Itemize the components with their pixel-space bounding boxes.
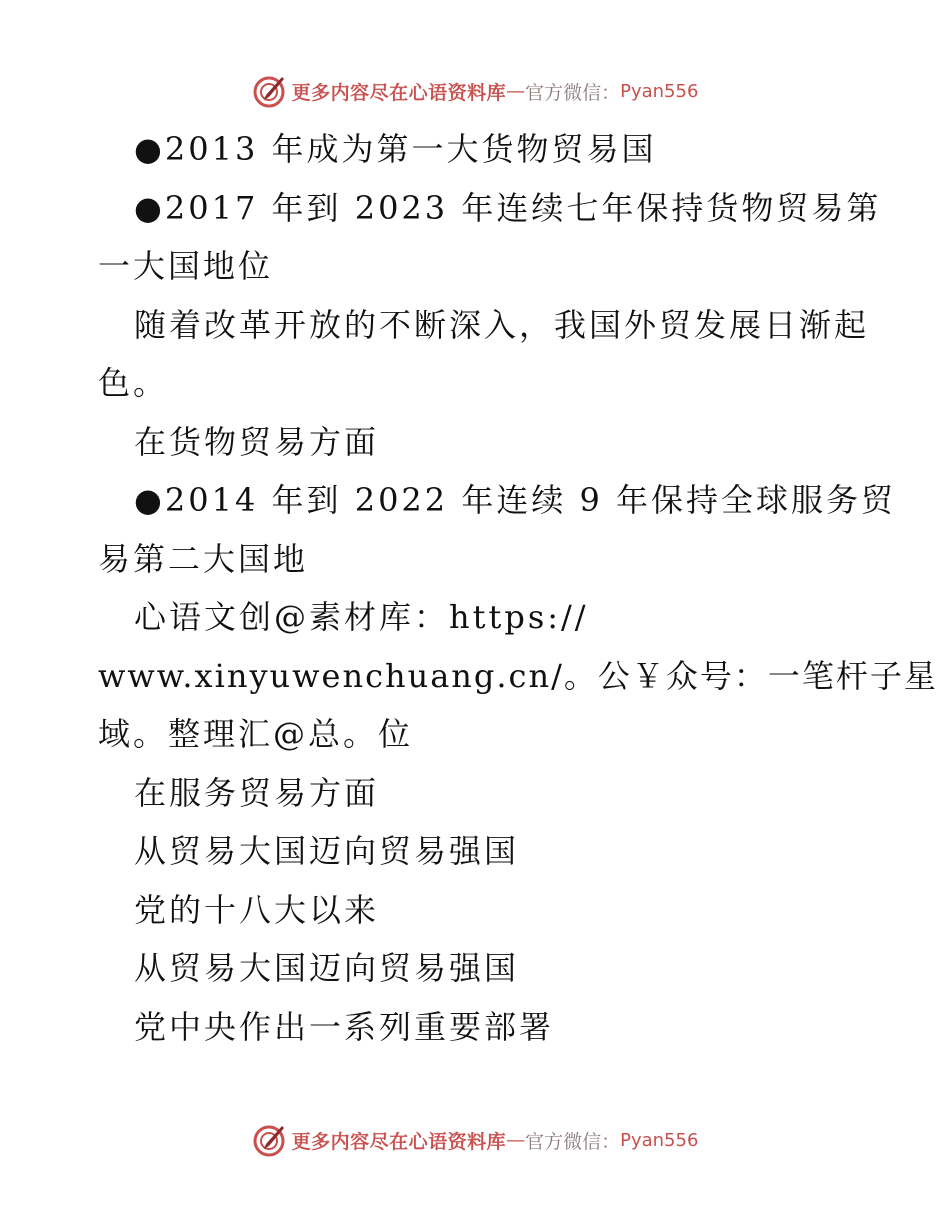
quill-logo-icon xyxy=(252,73,288,109)
text-line: ●2013 年成为第一大货物贸易国 xyxy=(134,130,657,168)
banner-main-text: 更多内容尽在心语资料库 xyxy=(291,1130,507,1153)
quill-logo-icon xyxy=(252,1122,288,1158)
document-body xyxy=(98,120,938,1056)
banner-dash: — xyxy=(506,80,526,102)
banner-dash: — xyxy=(506,1129,526,1151)
text-line: 易第二大国地 xyxy=(98,539,309,578)
text-line: 从贸易大国迈向贸易强国 xyxy=(134,832,520,870)
text-line: ●2017 年到 2023 年连续七年保持货物贸易第 xyxy=(134,188,882,227)
banner-label: 官方微信： xyxy=(525,81,621,104)
banner-main-text: 更多内容尽在心语资料库 xyxy=(291,81,507,104)
text-line: 党中央作出一系列重要部署 xyxy=(134,1007,555,1046)
banner-wechat-id: Pyan556 xyxy=(620,1129,699,1151)
text-line: 在货物贸易方面 xyxy=(134,422,380,461)
footer-watermark-banner xyxy=(0,1120,950,1160)
text-line: 色。 xyxy=(98,364,169,402)
header-watermark-banner xyxy=(0,71,950,111)
text-line-url: www.xinyuwenchuang.cn/。公￥众号：一笔杆子星 xyxy=(98,656,938,695)
text-line: 党的十八大以来 xyxy=(134,890,380,929)
text-line: 在服务贸易方面 xyxy=(134,773,380,812)
banner-wechat-id: Pyan556 xyxy=(620,80,699,102)
text-line: ●2014 年到 2022 年连续 9 年保持全球服务贸 xyxy=(134,481,897,519)
text-line: 心语文创@素材库：https:// xyxy=(134,598,589,636)
text-line: 一大国地位 xyxy=(98,247,274,285)
text-line: 域。整理汇@总。位 xyxy=(98,715,414,753)
text-line: 随着改革开放的不断深入，我国外贸发展日渐起 xyxy=(134,305,870,344)
text-line: 从贸易大国迈向贸易强国 xyxy=(134,949,520,987)
banner-label: 官方微信： xyxy=(525,1130,621,1153)
